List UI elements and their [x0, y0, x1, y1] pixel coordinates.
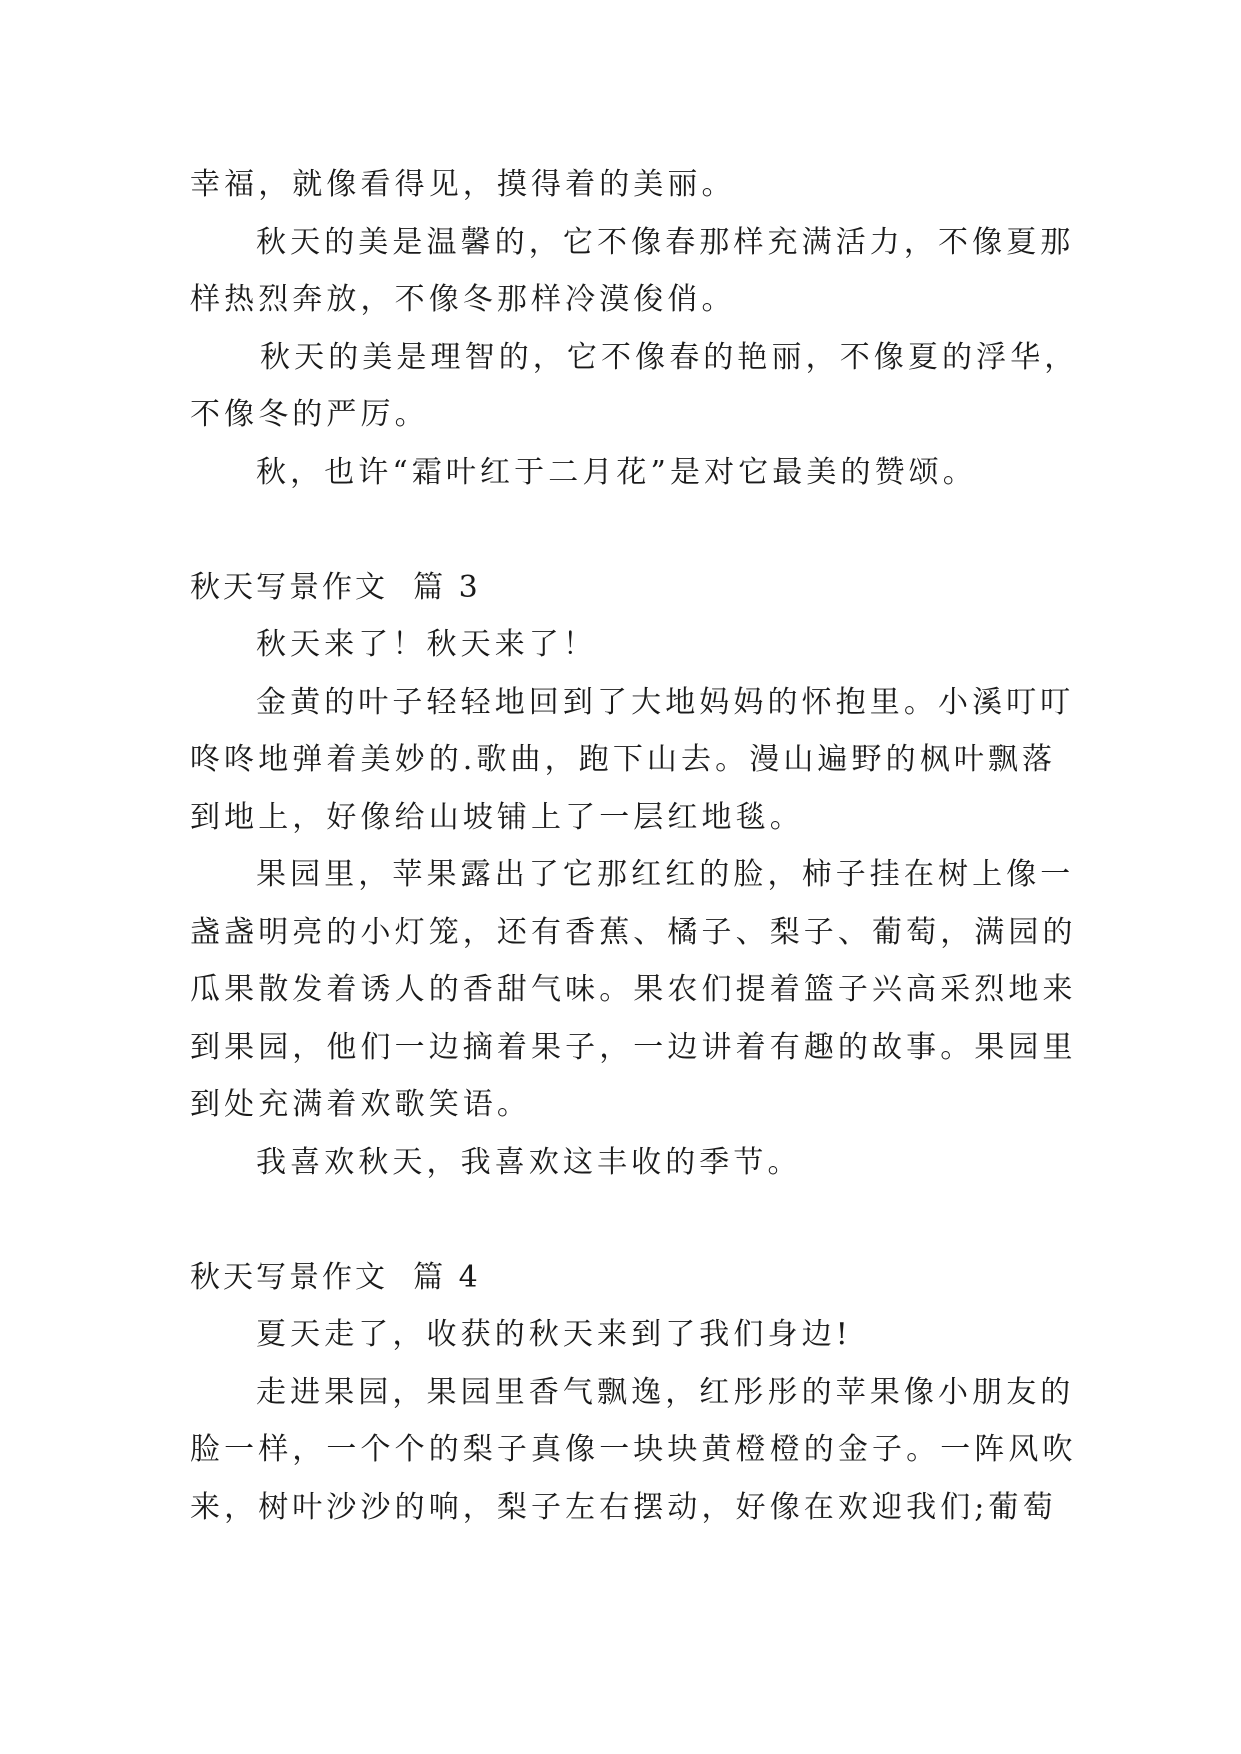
text-line: 到处充满着欢歌笑语。: [190, 1087, 531, 1122]
text-line: 到地上，好像给山坡铺上了一层红地毯。: [190, 799, 804, 835]
section-gap: [190, 1191, 1070, 1249]
text-line: 走进果园，果园里香气飘逸，红彤彤的苹果像小朋友的: [256, 1374, 1075, 1410]
text-line: 瓜果散发着诱人的香甜气味。果农们提着篮子兴高采烈地来: [190, 972, 1077, 1007]
text-line: 秋天的美是理智的，它不像春的艳丽，不像夏的浮华，: [260, 339, 1079, 375]
section4-paragraph-2: [190, 1364, 1077, 1537]
continued-paragraph: [190, 156, 1070, 214]
text-line: 秋，也许“霜叶红于二月花”是对它最美的赞颂。: [256, 454, 977, 490]
text-line: 样热烈奔放，不像冬那样冷漠俊俏。: [190, 282, 736, 317]
text-line: 金黄的叶子轻轻地回到了大地妈妈的怀抱里。小溪叮叮: [256, 684, 1075, 720]
text-line: 咚咚地弹着美妙的.歌曲，跑下山去。漫山遍野的枫叶飘落: [190, 742, 1057, 777]
paragraph-rational: [190, 329, 1079, 444]
section3-paragraph-3: [190, 846, 1077, 1134]
section-heading-4: 秋天写景作文 篇 4: [190, 1259, 481, 1295]
paragraph-warm: [190, 214, 1075, 329]
text-line: 秋天的美是温馨的，它不像春那样充满活力，不像夏那: [256, 224, 1075, 260]
paragraph-praise: [190, 444, 1070, 502]
section3-paragraph-1: [190, 616, 1070, 674]
text-line: 果园里，苹果露出了它那红红的脸，柿子挂在树上像一: [256, 857, 1075, 892]
document-body: [190, 156, 1079, 1536]
section-heading-3: 秋天写景作文 篇 3: [190, 569, 481, 605]
text-line: 夏天走了，收获的秋天来到了我们身边!: [256, 1317, 852, 1352]
text-line: 秋天来了！秋天来了！: [256, 627, 597, 662]
text-line: 来，树叶沙沙的响，梨子左右摆动，好像在欢迎我们;葡萄: [190, 1489, 1057, 1525]
text-line: 到果园，他们一边摘着果子，一边讲着有趣的故事。果园里: [190, 1029, 1077, 1065]
text-line: 脸一样，一个个的梨子真像一块块黄橙橙的金子。一阵风吹: [190, 1432, 1077, 1467]
section3-paragraph-4: [190, 1134, 1070, 1192]
section-gap: [190, 501, 1070, 559]
section4-paragraph-1: [190, 1306, 1070, 1364]
text-line: 不像冬的严厉。: [190, 397, 429, 432]
text-line: 盏盏明亮的小灯笼，还有香蕉、橘子、梨子、葡萄，满园的: [190, 914, 1077, 950]
text-line: 我喜欢秋天，我喜欢这丰收的季节。: [256, 1144, 802, 1180]
text-line: 幸福，就像看得见，摸得着的美丽。: [190, 167, 736, 202]
section3-paragraph-2: [190, 674, 1075, 847]
